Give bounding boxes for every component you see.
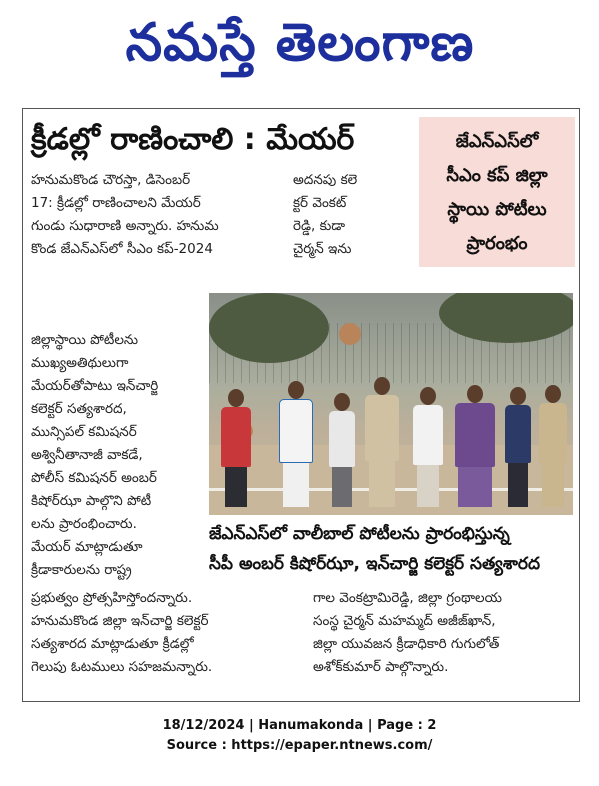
person-figure: [221, 389, 251, 507]
text-line: 17: క్రీడల్లో రాణించాలని మేయర్: [31, 195, 201, 211]
text-line: మేయర్ మాట్లాడుతూ: [31, 539, 143, 555]
text-line: గెలుపు ఓటములు సహజమన్నారు.: [31, 659, 213, 675]
text-line: ప్రభుత్వం ప్రోత్సహిస్తోందన్నారు.: [31, 590, 193, 606]
text-line: కొండ జేఎన్ఎస్‌లో సీఎం కప్-2024: [31, 241, 213, 257]
text-line: సత్యశారద మాట్లాడుతూ క్రీడల్లో: [31, 636, 194, 652]
text-line: అశోక్‌కుమార్ పాల్గొన్నారు.: [313, 659, 449, 675]
teaser-line: ప్రారంభం: [466, 233, 528, 254]
person-figure: [329, 393, 355, 507]
teaser-box: [419, 117, 575, 267]
teaser-line: సీఎం కప్ జిల్లా: [446, 165, 548, 186]
teaser-line: స్థాయి పోటీలు: [447, 199, 547, 220]
person-figure: [413, 387, 443, 507]
text-line: ముఖ్యఅతిథులుగా: [31, 355, 129, 371]
article-column-left-middle: [31, 329, 207, 582]
article-column-left-bottom: [31, 587, 301, 679]
person-figure: [365, 377, 399, 507]
article-column-right-bottom: [313, 587, 573, 679]
text-line: సంస్థ చైర్మన్ మహమ్మద్ అజీజ్‌ఖాన్,: [313, 613, 496, 629]
person-figure: [539, 385, 567, 507]
footer-date-edition: 18/12/2024 | Hanumakonda | Page : 2: [162, 718, 437, 733]
caption-line: జేఎన్ఎస్‌లో వాలీబాల్ పోటీలను ప్రారంభిస్తున్న: [209, 524, 510, 544]
text-line: జిల్లా యువజన క్రీడాధికారి గుగులోత్: [313, 636, 500, 652]
text-line: పోలీస్ కమిషనర్ అంబర్: [31, 470, 157, 486]
article-headline: క్రీడల్లో రాణించాలి : మేయర్: [31, 122, 355, 157]
text-line: చైర్మన్ ఇను: [293, 241, 352, 257]
text-line: రెడ్డి, కుడా: [293, 218, 346, 234]
text-line: కలెక్టర్ సత్యశారద,: [31, 401, 127, 417]
text-line: అదనపు కలె: [293, 172, 358, 188]
news-photo: [209, 293, 573, 515]
text-line: లను ప్రారంభించారు.: [31, 516, 137, 532]
article-column-right-top: [293, 169, 411, 261]
text-line: హనుమకొండ జిల్లా ఇన్‌చార్జి కలెక్టర్: [31, 613, 209, 629]
text-line: మున్సిపల్ కమిషనర్: [31, 424, 137, 440]
news-clipping: [22, 108, 580, 702]
text-line: గాల వెంకట్రామిరెడ్డి, జిల్లా గ్రంథాలయ: [313, 590, 502, 606]
caption-line: సీపీ అంబర్ కిషోర్‌ఝా, ఇన్‌చార్జి కలెక్టర్ సత్యశారద: [209, 554, 540, 574]
article-column-left-top: [31, 169, 283, 261]
teaser-line: జేఎన్ఎస్‌లో: [455, 131, 539, 152]
text-line: హనుమకొండ చౌరస్తా, డిసెంబర్: [31, 172, 191, 188]
person-figure: [505, 387, 531, 507]
text-line: అశ్వినీతానాజీ వాకడే,: [31, 447, 143, 463]
footer-source: Source : https://epaper.ntnews.com/: [166, 738, 433, 753]
text-line: క్టర్ వెంకట్: [293, 195, 347, 211]
person-figure: [455, 385, 495, 507]
person-figure: [279, 381, 313, 507]
text-line: మేయర్‌తోపాటు ఇన్‌చార్జి: [31, 378, 159, 394]
text-line: గుండు సుధారాణి అన్నారు. హనుమ: [31, 218, 219, 234]
volleyball: [339, 323, 361, 345]
page-footer: [0, 716, 599, 756]
text-line: కిషోర్‌ఝా పాల్గొని పోటీ: [31, 493, 152, 509]
photo-tree: [209, 293, 329, 363]
text-line: జిల్లాస్థాయి పోటీలను: [31, 332, 139, 348]
text-line: క్రీడాకారులను రాష్ట్ర: [31, 562, 132, 578]
photo-caption: [209, 517, 573, 581]
newspaper-masthead: నమస్తే తెలంగాణ: [125, 12, 475, 73]
